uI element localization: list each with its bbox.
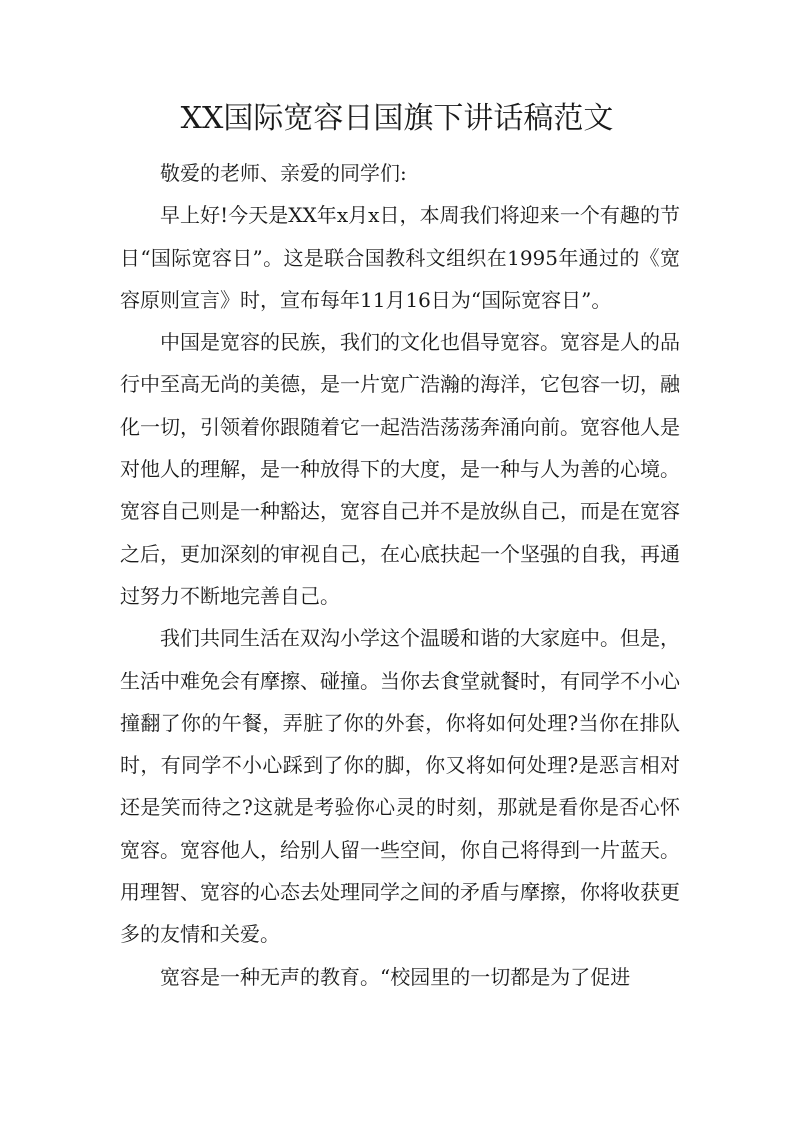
salutation-paragraph: 敬爱的老师、亲爱的同学们: [160,161,407,185]
body-paragraph: 早上好!今天是XX年x月x日，本周我们将迎来一个有趣的节日“国际宽容日”。这是联合国教科文组织在1995年通过的《宽容原则宣言》时，宣布每年11月16日为“国际宽容日”。 [120,203,680,312]
body-paragraph: 中国是宽容的民族，我们的文化也倡导宽容。宽容是人的品行中至高无尚的美德，是一片宽广浩瀚的海洋，它包容一切，融化一切，引领着你跟随着它一起浩浩荡荡奔涌向前。宽容他人是对他人的理解，是一种放得下的大度，是一种与人为善的心境。宽容自己则是一种豁达，宽容自己并不是放纵自己，而是在宽容之后，更加深刻的审视自己，在心底扶起一个坚强的自我，再通过努力不断地完善自己。 [120,330,680,608]
document-body [120,152,680,998]
body-paragraph: 宽容是一种无声的教育。“校园里的一切都是为了促进 [160,964,631,989]
document-title: XX国际宽容日国旗下讲话稿范文 [180,101,614,136]
body-paragraph: 我们共同生活在双沟小学这个温暖和谐的大家庭中。但是，生活中难免会有摩擦、碰撞。当你去食堂就餐时，有同学不小心撞翻了你的午餐，弄脏了你的外套，你将如何处理?当你在排队时，有同学不小心踩到了你的脚，你又将如何处理?是恶言相对还是笑而待之?这就是考验你心灵的时刻，那就是看你是否心怀宽容。宽容他人，给别人留一些空间，你自己将得到一片蓝天。用理智、宽容的心态去处理同学之间的矛盾与摩擦，你将收获更多的友情和关爱。 [120,626,680,947]
